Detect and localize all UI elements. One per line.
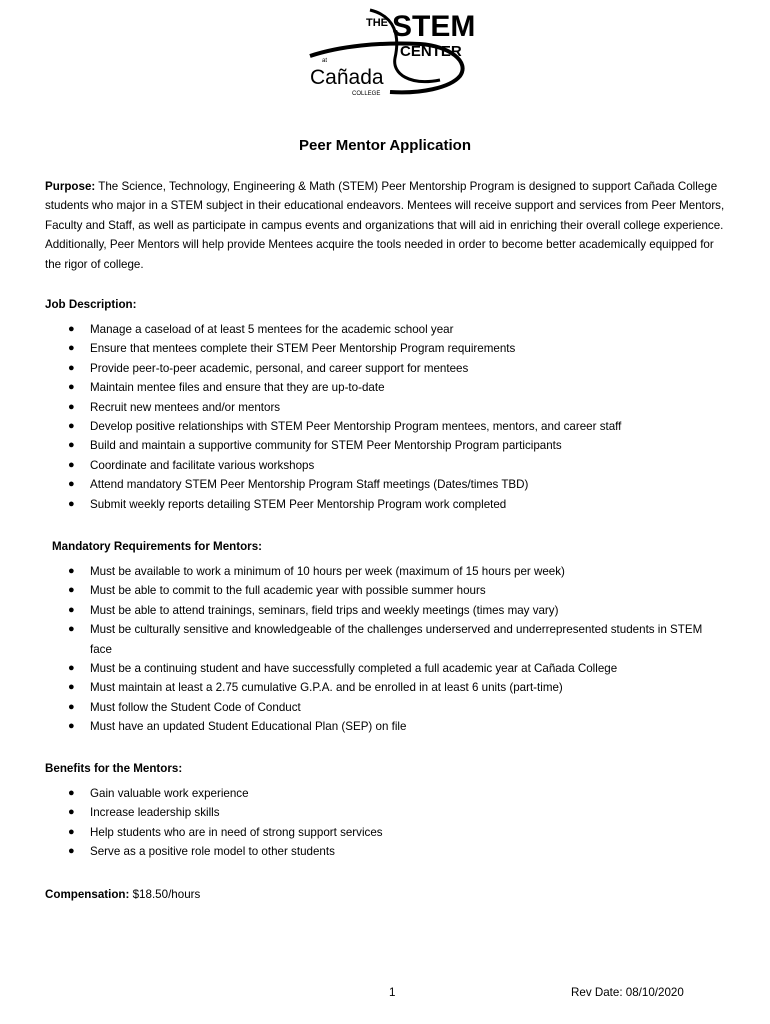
bullet-icon: ●	[68, 806, 75, 819]
list-item: ● Develop positive relationships with STEM Peer Mentorship Program mentees, mentors, and career staff	[62, 417, 722, 436]
bullet-icon: ●	[68, 439, 75, 452]
bullet-icon: ●	[68, 720, 75, 733]
logo-center: CENTER	[400, 43, 462, 60]
bullet-icon: ●	[68, 623, 75, 636]
requirements-heading: Mandatory Requirements for Mentors:	[52, 540, 263, 553]
list-item: ● Must be culturally sensitive and knowledgeable of the challenges underserved and underrepresented students in STEM face	[62, 620, 722, 659]
list-item: ● Must follow the Student Code of Conduct	[62, 698, 722, 717]
bullet-icon: ●	[68, 381, 75, 394]
bullet-icon: ●	[68, 400, 75, 413]
job-description-list	[62, 320, 722, 514]
list-item: ● Must be able to commit to the full academic year with possible summer hours	[62, 581, 722, 600]
stem-center-logo	[300, 6, 480, 98]
bullet-icon: ●	[68, 420, 75, 433]
compensation	[45, 888, 200, 901]
list-item: ● Submit weekly reports detailing STEM Peer Mentorship Program work completed	[62, 495, 722, 514]
list-item: ● Coordinate and facilitate various workshops	[62, 456, 722, 475]
bullet-icon: ●	[68, 497, 75, 510]
list-item: ● Provide peer-to-peer academic, personal, and career support for mentees	[62, 359, 722, 378]
list-item: ● Must be available to work a minimum of 10 hours per week (maximum of 15 hours per week)	[62, 562, 722, 581]
list-item: ● Attend mandatory STEM Peer Mentorship Program Staff meetings (Dates/times TBD)	[62, 475, 722, 494]
list-item: ● Build and maintain a supportive community for STEM Peer Mentorship Program participants	[62, 436, 722, 455]
purpose-label: Purpose:	[45, 180, 96, 193]
list-item: ● Must maintain at least a 2.75 cumulative G.P.A. and be enrolled in at least 6 units (part-time)	[62, 678, 722, 697]
list-item: ● Must be able to attend trainings, seminars, field trips and weekly meetings (times may vary)	[62, 601, 722, 620]
list-item: ● Help students who are in need of strong support services	[62, 823, 722, 842]
bullet-icon: ●	[68, 584, 75, 597]
purpose-paragraph	[45, 177, 730, 274]
logo-the: THE	[366, 17, 388, 29]
bullet-icon: ●	[68, 478, 75, 491]
list-item: ● Increase leadership skills	[62, 803, 722, 822]
logo-stem: STEM	[392, 10, 476, 43]
bullet-icon: ●	[68, 845, 75, 858]
logo-canada: Cañada	[310, 66, 384, 89]
bullet-icon: ●	[68, 662, 75, 675]
page-number: 1	[389, 986, 396, 999]
job-description-heading: Job Description:	[45, 298, 137, 311]
compensation-label: Compensation:	[45, 888, 130, 901]
logo-college: COLLEGE	[352, 91, 381, 97]
bullet-icon: ●	[68, 603, 75, 616]
revision-date: Rev Date: 08/10/2020	[571, 986, 684, 999]
bullet-icon: ●	[68, 342, 75, 355]
bullet-icon: ●	[68, 700, 75, 713]
bullet-icon: ●	[68, 565, 75, 577]
list-item: ● Recruit new mentees and/or mentors	[62, 398, 722, 417]
logo-at: at	[322, 58, 328, 64]
bullet-icon: ●	[68, 787, 75, 799]
list-item: ● Ensure that mentees complete their STEM Peer Mentorship Program requirements	[62, 339, 722, 358]
list-item: ● Serve as a positive role model to other students	[62, 842, 722, 861]
bullet-icon: ●	[68, 681, 75, 694]
bullet-icon: ●	[68, 361, 75, 374]
bullet-icon: ●	[68, 458, 75, 471]
bullet-icon: ●	[68, 323, 75, 335]
benefits-list	[62, 784, 722, 862]
bullet-icon: ●	[68, 825, 75, 838]
requirements-list	[62, 562, 722, 737]
list-item: ● Gain valuable work experience	[62, 784, 722, 803]
compensation-value: $18.50/hours	[129, 888, 201, 901]
purpose-text: The Science, Technology, Engineering & Math (STEM) Peer Mentorship Program is designed to support Cañada College students who major in a STEM subject in their educational endeavors. Mentees will receive support and services from Peer Mentors, Faculty and Staff, as well as participate in campus events and organizations that will aid in enriching their overall college experience. Additionally, Peer Mentors will help provide Mentees acquire the tools needed in order to become better academically equipped for the rigor of college.	[45, 180, 725, 271]
page-title: Peer Mentor Application	[299, 137, 471, 154]
list-item: ● Must have an updated Student Educational Plan (SEP) on file	[62, 717, 722, 736]
list-item: ● Maintain mentee files and ensure that they are up-to-date	[62, 378, 722, 397]
list-item: ● Manage a caseload of at least 5 mentees for the academic school year	[62, 320, 722, 339]
logo-graphic	[300, 6, 480, 98]
benefits-heading: Benefits for the Mentors:	[45, 762, 183, 775]
list-item: ● Must be a continuing student and have successfully completed a full academic year at Cañada College	[62, 659, 722, 678]
